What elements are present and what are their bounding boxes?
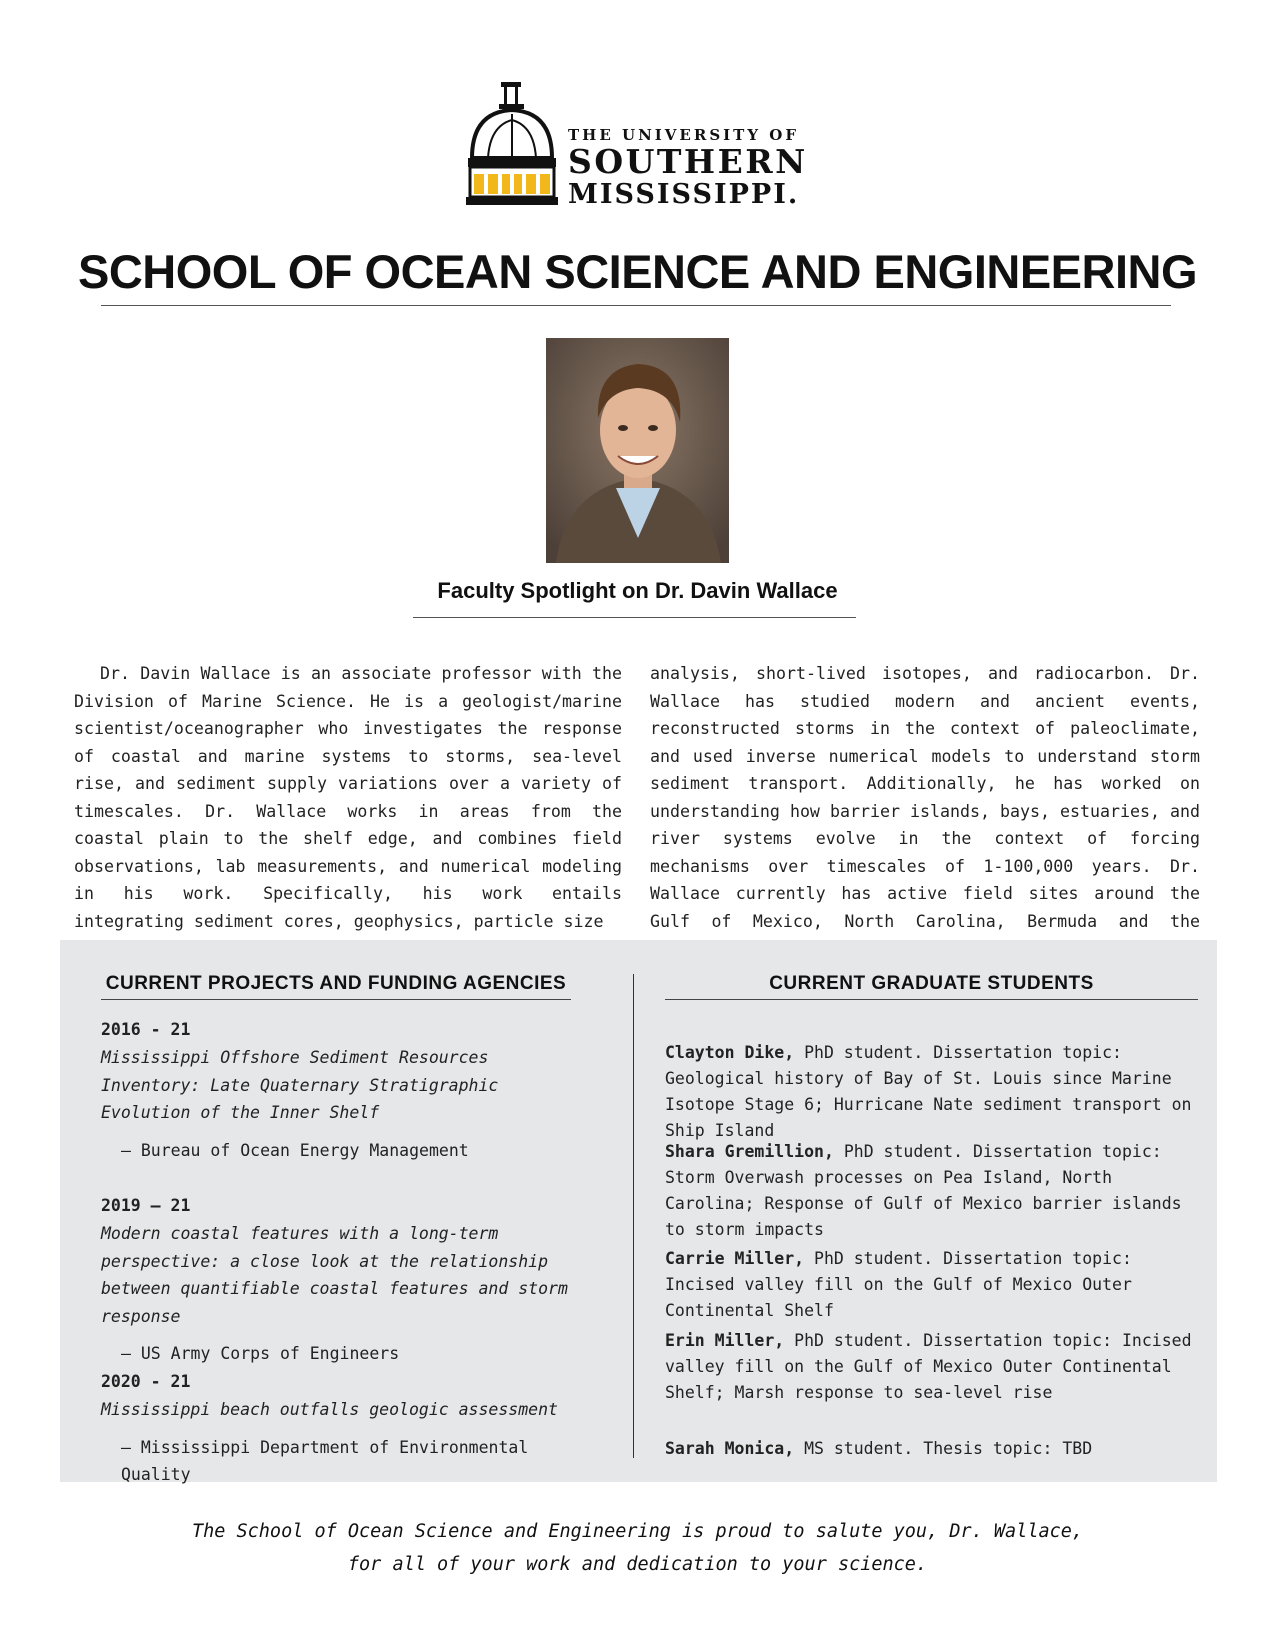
project-years: 2016 - 21 <box>101 1020 191 1039</box>
dome-icon <box>466 80 558 215</box>
student-description: PhD student. Dissertation topic: Incised valley fill on the Gulf of Mexico Outer Continental Shelf; Marsh response to sea-level rise <box>665 1331 1192 1402</box>
students-heading: CURRENT GRADUATE STUDENTS <box>665 973 1198 1000</box>
student-name: Sarah Monica, <box>665 1439 795 1458</box>
project-title: Mississippi beach outfalls geologic assessment <box>101 1400 558 1419</box>
student-description: PhD student. Dissertation topic: Geological history of Bay of St. Louis since Marine Isotope Stage 6; Hurricane Nate sediment transport on Ship Island <box>665 1043 1192 1140</box>
project-agency: – Bureau of Ocean Energy Management <box>121 1140 469 1160</box>
project-years: 2020 - 21 <box>101 1372 191 1391</box>
logo-line-3: MISSISSIPPI. <box>568 179 800 210</box>
project-item <box>101 1192 601 1367</box>
project-years: 2019 – 21 <box>101 1196 191 1215</box>
project-title: Mississippi Offshore Sediment Resources Inventory: Late Quaternary Stratigraphic Evolution of the Inner Shelf <box>101 1048 499 1122</box>
project-item <box>101 1368 601 1488</box>
logo-wordmark <box>568 126 808 210</box>
title-divider <box>101 305 1171 306</box>
student-name: Shara Gremillion, <box>665 1142 834 1161</box>
student-entry <box>665 1139 1210 1243</box>
project-item <box>101 1016 601 1164</box>
portrait-photo <box>546 338 729 563</box>
spotlight-heading: Faculty Spotlight on Dr. Davin Wallace <box>437 578 838 603</box>
university-logo <box>466 80 816 215</box>
project-title: Modern coastal features with a long-term perspective: a close look at the relationship between quantifiable coastal features and storm response <box>101 1224 568 1326</box>
logo-line-1: THE UNIVERSITY OF <box>568 126 799 144</box>
student-entry <box>665 1328 1210 1406</box>
student-name: Clayton Dike, <box>665 1043 795 1062</box>
bio-column-left: Dr. Davin Wallace is an associate professor with the Division of Marine Science. He is a geologist/marine scientist/oceanographer who investigates the response of coastal and marine systems to storms, sea-level rise, and sediment supply variations over a variety of timescales. Dr. Wallace works in areas from the coastal plain to the shelf edge, and combines field observations, lab measurements, and numerical modeling in his work. Specifically, his work entails integrating sediment cores, geophysics, particle size <box>74 664 622 931</box>
project-agency: – Mississippi Department of Environmental Quality <box>121 1437 529 1484</box>
student-name: Carrie Miller, <box>665 1249 805 1268</box>
project-agency: – US Army Corps of Engineers <box>121 1344 400 1363</box>
student-description: PhD student. Dissertation topic: Storm Overwash processes on Pea Island, North Carolina; Response of Gulf of Mexico barrier islands to storm impacts <box>665 1142 1182 1239</box>
page-title: SCHOOL OF OCEAN SCIENCE AND ENGINEERING <box>77 245 1198 298</box>
column-divider <box>633 974 634 1458</box>
student-entry <box>665 1436 1210 1462</box>
student-entry <box>665 1040 1210 1144</box>
closing-line-1: The School of Ocean Science and Engineering is proud to salute you, Dr. Wallace, <box>191 1521 1084 1542</box>
projects-heading: CURRENT PROJECTS AND FUNDING AGENCIES <box>101 973 571 1000</box>
logo-line-2: SOUTHERN <box>568 142 808 181</box>
bio-column-right: analysis, short-lived isotopes, and radiocarbon. Dr. Wallace has studied modern and ancient events, reconstructed storms in the context of paleoclimate, and used inverse numerical models to understand storm sediment transport. Additionally, he has worked on understanding how barrier islands, bays, estuaries, and river systems evolve in the context of forcing mechanisms over timescales of 1-100,000 years. Dr. Wallace currently has active field sites around the Gulf of Mexico, North Carolina, Bermuda and the <box>650 664 1200 931</box>
student-entry <box>665 1246 1210 1324</box>
student-description: PhD student. Dissertation topic: Incised valley fill on the Gulf of Mexico Outer Continental Shelf <box>665 1249 1132 1320</box>
spotlight-divider <box>413 617 856 618</box>
closing-message <box>100 1515 1175 1581</box>
student-name: Erin Miller, <box>665 1331 785 1350</box>
student-description: MS student. Thesis topic: TBD <box>794 1439 1093 1458</box>
closing-line-2: for all of your work and dedication to your science. <box>347 1554 928 1575</box>
